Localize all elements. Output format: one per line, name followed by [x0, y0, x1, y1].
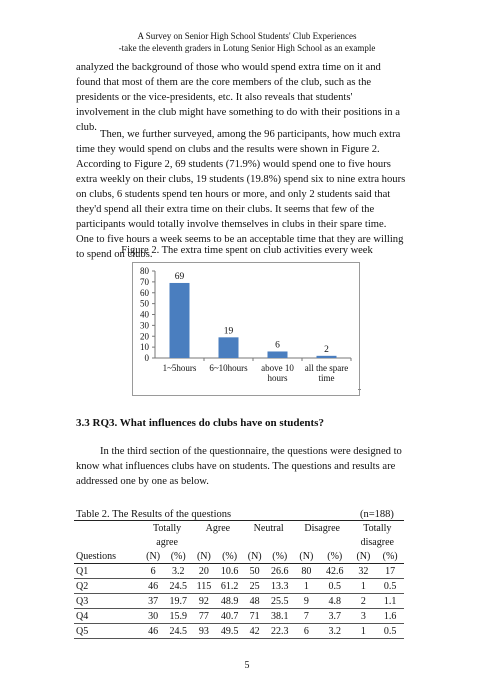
question-label: Q5 — [74, 624, 142, 639]
running-header — [0, 30, 494, 54]
count-cell: 6 — [294, 624, 319, 639]
bar — [268, 351, 288, 358]
count-cell: 37 — [142, 594, 164, 609]
count-cell: 1 — [351, 579, 377, 594]
percent-cell: 13.3 — [266, 579, 294, 594]
table-group-subheader-row — [74, 535, 404, 549]
paragraph-extra-time: Then, we further surveyed, among the 96 participants, how much extra time they would spend on clubs and the results were shown in Figure 2. According to Figure 2, 69 students (71.9%) would spend one to five hours extra weekly on their clubs, 19 students (19.8%) spend six to nine extra hours on clubs, 6 students spend ten hours or more, and only 2 students said that they'd spend all their extra time on their clubs. It seems that few of the participants would totally involve themselves in clubs in their spare time. One to five hours a week seems to be an acceptable time that they are willing to spend on clubs. — [76, 129, 406, 260]
percent-cell: 48.9 — [216, 594, 244, 609]
y-tick-label: 20 — [140, 331, 149, 342]
table-group-header-row — [74, 521, 404, 536]
count-cell: 2 — [351, 594, 377, 609]
percent-cell: 3.7 — [319, 609, 351, 624]
percent-cell: 0.5 — [319, 579, 351, 594]
group-header-neutral: Neutral — [244, 521, 294, 536]
page-number: 5 — [244, 660, 250, 671]
group-header-disagree: Disagree — [294, 521, 351, 536]
count-cell: 20 — [192, 564, 215, 579]
col-header-pct: (%) — [164, 549, 192, 564]
x-category-label: hours — [267, 373, 288, 383]
bar — [219, 337, 239, 358]
percent-cell: 1.6 — [376, 609, 404, 624]
section-heading: 3.3 RQ3. What influences do clubs have on students? — [76, 417, 324, 429]
count-cell: 50 — [244, 564, 266, 579]
extra-time-bar-chart — [133, 263, 359, 395]
col-header-n: (N) — [351, 549, 377, 564]
count-cell: 9 — [294, 594, 319, 609]
percent-cell: 25.5 — [266, 594, 294, 609]
bar — [170, 283, 190, 358]
count-cell: 80 — [294, 564, 319, 579]
count-cell: 92 — [192, 594, 215, 609]
percent-cell: 38.1 — [266, 609, 294, 624]
table-row — [74, 579, 404, 594]
table-row — [74, 609, 404, 624]
question-label: Q2 — [74, 579, 142, 594]
table-row — [74, 594, 404, 609]
bar-value-label: 69 — [174, 271, 185, 282]
percent-cell: 1.1 — [376, 594, 404, 609]
y-tick-label: 60 — [140, 287, 149, 298]
percent-cell: 42.6 — [319, 564, 351, 579]
paragraph-third-section: In the third section of the questionnaire, the questions were designed to know what influences clubs have on students. The questions and results are addressed one by one as below. — [76, 446, 402, 487]
bar — [317, 356, 337, 358]
y-tick-label: 50 — [140, 298, 149, 309]
chart-frame-tick — [358, 389, 361, 390]
percent-cell: 40.7 — [216, 609, 244, 624]
bar-value-label: 19 — [223, 326, 234, 337]
percent-cell: 3.2 — [319, 624, 351, 639]
percent-cell: 0.5 — [376, 579, 404, 594]
group-subheader-agree: agree — [156, 536, 178, 548]
y-tick-label: 40 — [140, 309, 149, 320]
table-body — [74, 564, 404, 639]
col-header-pct: (%) — [319, 549, 351, 564]
count-cell: 1 — [351, 624, 377, 639]
question-label: Q1 — [74, 564, 142, 579]
col-header-pct: (%) — [216, 549, 244, 564]
percent-cell: 61.2 — [216, 579, 244, 594]
x-category-label: 6~10hours — [209, 363, 248, 373]
count-cell: 42 — [244, 624, 266, 639]
count-cell: 32 — [351, 564, 377, 579]
col-header-n: (N) — [142, 549, 164, 564]
percent-cell: 10.6 — [216, 564, 244, 579]
table-column-header-row — [74, 549, 404, 564]
col-header-pct: (%) — [266, 549, 294, 564]
table-caption: Table 2. The Results of the questions — [76, 509, 232, 520]
percent-cell: 15.9 — [164, 609, 192, 624]
percent-cell: 24.5 — [164, 624, 192, 639]
percent-cell: 17 — [376, 564, 404, 579]
count-cell: 30 — [142, 609, 164, 624]
x-category-label: time — [318, 373, 335, 383]
count-cell: 6 — [142, 564, 164, 579]
col-header-n: (N) — [294, 549, 319, 564]
count-cell: 1 — [294, 579, 319, 594]
percent-cell: 4.8 — [319, 594, 351, 609]
percent-cell: 19.7 — [164, 594, 192, 609]
figure-caption: Figure 2. The extra time spent on club activities every week — [121, 245, 373, 256]
count-cell: 93 — [192, 624, 215, 639]
col-header-pct: (%) — [376, 549, 404, 564]
group-header-agree: Agree — [192, 521, 243, 536]
x-category-label: all the spare — [304, 363, 349, 373]
table-row — [74, 564, 404, 579]
chart-frame — [132, 262, 360, 396]
percent-cell: 24.5 — [164, 579, 192, 594]
results-table — [74, 520, 404, 639]
x-category-label: 1~5hours — [162, 363, 197, 373]
count-cell: 46 — [142, 579, 164, 594]
header-subtitle: -take the eleventh graders in Lotung Senior High School as an example — [118, 43, 376, 53]
x-category-label: above 10 — [261, 363, 294, 373]
bar-value-label: 6 — [275, 340, 280, 351]
question-label: Q3 — [74, 594, 142, 609]
percent-cell: 22.3 — [266, 624, 294, 639]
count-cell: 46 — [142, 624, 164, 639]
questions-header: Questions — [74, 549, 142, 564]
y-tick-label: 70 — [140, 276, 149, 287]
count-cell: 3 — [351, 609, 377, 624]
table-sample-size: (n=188) — [360, 509, 394, 520]
count-cell: 115 — [192, 579, 215, 594]
percent-cell: 0.5 — [376, 624, 404, 639]
y-tick-label: 10 — [140, 342, 149, 353]
count-cell: 48 — [244, 594, 266, 609]
y-tick-label: 0 — [144, 353, 149, 363]
paragraph-background: analyzed the background of those who would spend extra time on it and found that most of them are the core members of the club, such as the presidents or the vice-presidents, etc. It also reveals that students' involvement in the club might have something to do with their positions in a club. — [76, 62, 400, 133]
question-label: Q4 — [74, 609, 142, 624]
col-header-n: (N) — [244, 549, 266, 564]
count-cell: 71 — [244, 609, 266, 624]
group-subheader-disagree: disagree — [360, 536, 394, 548]
percent-cell: 3.2 — [164, 564, 192, 579]
col-header-n: (N) — [192, 549, 215, 564]
table-row — [74, 624, 404, 639]
count-cell: 77 — [192, 609, 215, 624]
percent-cell: 49.5 — [216, 624, 244, 639]
header-title: A Survey on Senior High School Students' Club Experiences — [137, 31, 357, 41]
bar-value-label: 2 — [324, 344, 329, 355]
count-cell: 7 — [294, 609, 319, 624]
count-cell: 25 — [244, 579, 266, 594]
group-header-totally-disagree: Totally — [351, 521, 404, 536]
y-tick-label: 80 — [140, 266, 149, 276]
percent-cell: 26.6 — [266, 564, 294, 579]
y-tick-label: 30 — [140, 320, 149, 331]
group-header-totally-agree: Totally — [142, 521, 192, 536]
